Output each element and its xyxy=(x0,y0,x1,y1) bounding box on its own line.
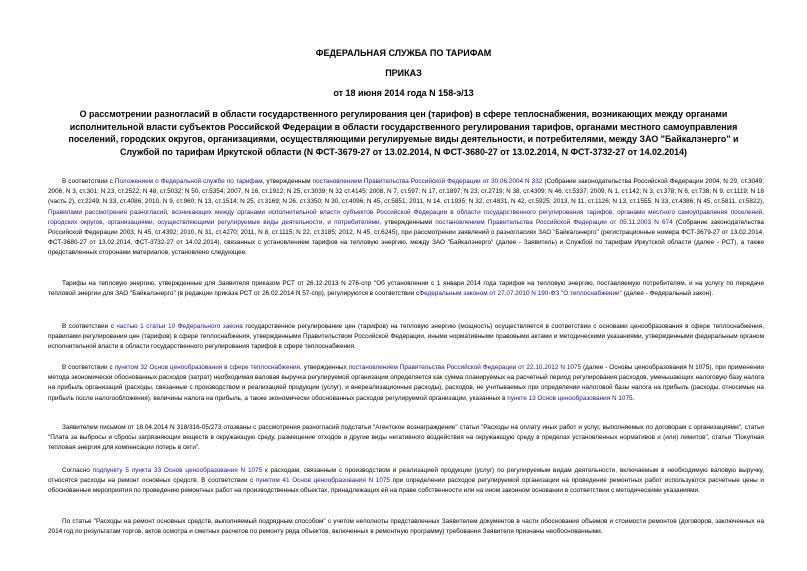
p4-text-1: В соответствии с xyxy=(62,364,115,371)
p3-text-1: В соответствии с xyxy=(62,323,117,330)
p6-text-3: при определении расходов регулируемой организации на проведение ремонтных работ используются расчетные цены и обоснованные мероприятия по проведению ремонтных работ на производственных объектах, принадлежащих ей на праве собственности или на ином законном основании в соответствии с методическими указаниями. xyxy=(48,477,765,495)
paragraph-1 xyxy=(48,177,764,259)
p1-text-3: (Собрание законодательства Российской Федерации 2004, N 29, ст.3049; 2006, N 3, ст.301; N 23, ст.2522; N 48, ст.5032; N 50, ст.5354; 2007, N 16, ст.1912; N 25, ст.3039; N 32 ст.4145; 2008, N 7, ст.597; N 17, ст.1897; N 23, ст.2719; N 38, ст.4309; N 46, ст.5337; 2009, N 1, ст.142; N 3, ст.378; N 6, ст.738; N 9, ст.1119; N 18 (часть 2), ст.2249; N 33, ст.4086; 2010, N 9, ст.960; N 13, ст.1514; N 25, ст.3169; N 26, ст.3350; N 30, ст.4096; N 45, ст.5851; 2011, N 14, ст.1935; N 32, ст.4831, N 42, ст.5925; 2013, N 11, ст.1126; N 13, ст.1555; N 33, ст.4386; N 45, ст.5811, ст.5822), xyxy=(48,178,764,206)
link-clause-32[interactable]: пунктом 32 Основ ценообразования в сфере теплоснабжения xyxy=(114,364,300,371)
p1-text-4: , утвержденными xyxy=(379,218,436,226)
p3-text-2: государственное регулирование цен (тарифов) на тепловую энергию (мощность) осуществляется в соответствии с основами ценообразования в сфере теплоснабжения, правилами регулирования цен (тарифов) в сфере теплоснабжения, утвержденными Правительством Российской Федерации, иными нормативными правовыми актами и методическими указаниями, утвержденными федеральным органом исполнительной власти в области государственного регулирования тарифов в сфере теплоснабжения. xyxy=(48,323,764,351)
link-fst-regulation[interactable]: Положением о Федеральной службе по тарифам xyxy=(114,178,263,185)
link-clause-41[interactable]: пунктом 41 Основ ценообразования N 1075 xyxy=(255,477,390,485)
link-subclause-5-clause-33[interactable]: подпункту 5 пункта 33 Основ ценообразования N 1075 xyxy=(92,467,263,474)
link-decree-1075[interactable]: постановлением Правительства Российской Федерации от 22.10.2012 N 1075 xyxy=(348,364,582,371)
paragraph-4 xyxy=(48,363,764,404)
paragraph-3 xyxy=(48,322,764,353)
doc-type-heading: ПРИКАЗ xyxy=(385,68,422,78)
paragraph-6 xyxy=(48,466,764,497)
p1-text-2: , утвержденным xyxy=(262,178,313,185)
p4-text-2: , утвержденных xyxy=(300,364,349,371)
p1-text-1: В соответствии с xyxy=(62,178,115,185)
link-clause-13[interactable]: пункте 13 Основ ценообразования N 1075 xyxy=(507,394,633,402)
agency-heading: ФЕДЕРАЛЬНАЯ СЛУЖБА ПО ТАРИФАМ xyxy=(315,48,492,58)
link-decree-674[interactable]: постановлением Правительства Российской Федерации от 05.11.2003 N 674 xyxy=(435,218,673,226)
p6-text-2: к расходам, связанным с производством и реализацией продукции (услуг) по регулируемым видам деятельности, включаемым в необходимую валовую выручку, относятся расходы на ремонт основных средств. В соответствии с xyxy=(48,467,764,485)
link-disagreement-rules[interactable]: Правилами рассмотрения разногласий, возникающих между органами исполнительной власти субъектов Российской Федерации в области государственного регулирования тарифов, органами местного самоуправления поселений, городских округов, организациями, осуществляющими регулируемые виды деятельности, и потребителями xyxy=(48,208,764,226)
p2-text-2: (далее - Федеральный закон). xyxy=(621,290,714,298)
p4-text-3: (далее - Основы ценообразования N 1075), при применении метода экономически обоснованных расходов (затрат) необходимая валовая выручка регулируемой организации определяется как сумма планируемых на расчетный период регулирования расходов, уменьшающих налоговую базу налога на прибыль организаций (расходы, связанные с производством и реализацией продукции (услуг), и внереализационные расходы), расходов, не учитываемых при определении налоговой базы налога на прибыль (расходы, относимые на прибыль после налогообложения), величины налога на прибыль, а также экономически обоснованных расходов регулируемой организации, указанных в xyxy=(48,364,764,402)
p1-text-5: (Собрание законодательства Российской Федерации 2003, N 45, ст.4392; 2010, N 31, ст.4270; 2011, N 8, ст.1115; N 22, ст.3185; 2012, N 45, ст.6245), при рассмотрении заявлений о разногласиях ЗАО "Байкалэнерго" (регистрационные номера ФСТ-3679-27 от 13.02.2014, ФСТ-3680-27 от 13.02.2014, ФСТ-3732-27 от 14.02.2014), связанных с установлением тарифов на тепловую энергию, между ЗАО "Байкалэнерго" (далее - Заявитель) и Службой по тарифам Иркутской области (далее - РСТ), а также представленных сторонами материалов, установлено следующее. xyxy=(48,218,764,257)
p7-text-1: По статье "Расходы на ремонт основных средств, выполняемый подрядным способом" с учетом неполноты представленных Заявителем документов в части обоснования объемов и стоимости ремонтов (договоров, заключенных на 2014 год по результатам торгов, актов осмотра и сметных расчетов по ремонту ряда объектов, включенных в ремонтную программу) требования Заявителя признаны необоснованными. xyxy=(48,518,764,536)
p6-text-1: Согласно xyxy=(62,467,93,474)
paragraph-2 xyxy=(48,279,764,299)
paragraph-5 xyxy=(48,423,764,454)
p5-text-1: Заявителем письмом от 18.04.2014 N 318/316-05/273 отозваны с рассмотрения разногласий подстатьи "Агентское вознаграждение" статьи "Расходы на оплату иных работ и услуг, выполняемых по договорам с организациями", статьи "Плата за выбросы и сбросы загрязняющих веществ в окружающую среду, размещение отходов и другие виды негативного воздействия на окружающую среду в пределах установленных нормативов и (или) лимитов", статьи "Покупная тепловая энергия для компенсации потерь в сети". xyxy=(48,424,764,452)
p2-text-1: Тарифы на тепловую энергию, утвержденные для Заявителя приказом РСТ от 26.12.2013 N 276-спр "Об установлении с 1 января 2014 года тарифов на тепловую энергию, поставляемую потребителям, и на услугу по передаче тепловой энергии для ЗАО "Байкалэнерго" (в редакции приказа РСТ от 26.02.2014 N 57-спр), регулируются в соответствии с xyxy=(48,280,764,298)
paragraph-7 xyxy=(48,517,764,537)
doc-title: О рассмотрении разногласий в области государственного регулирования цен (тарифов) в сфере теплоснабжения, возникающих между органами исполнительной власти субъектов Российской Федерации в области государственного регулирования тарифов, органами местного самоуправления поселений, городских округов, организациями, осуществляющими регулируемые виды деятельности, и потребителями, между ЗАО "Байкалэнерго" и Службой по тарифам Иркутской области (N ФСТ-3679-27 от 13.02.2014, N ФСТ-3680-27 от 13.02.2014, N ФСТ-3732-27 от 14.02.2014) xyxy=(68,109,739,157)
p4-text-4: . xyxy=(632,394,635,402)
link-article-10[interactable]: частью 1 статьи 10 Федерального закона xyxy=(116,323,243,330)
doc-date-number: от 18 июня 2014 года N 158-э/13 xyxy=(333,88,474,98)
link-federal-law-190[interactable]: Федеральным законом от 27.07.2010 N 190-ФЗ "О теплоснабжении" xyxy=(419,290,622,298)
link-decree-332[interactable]: постановлением Правительства Российской Федерации от 30.06.2004 N 332 xyxy=(312,178,543,185)
